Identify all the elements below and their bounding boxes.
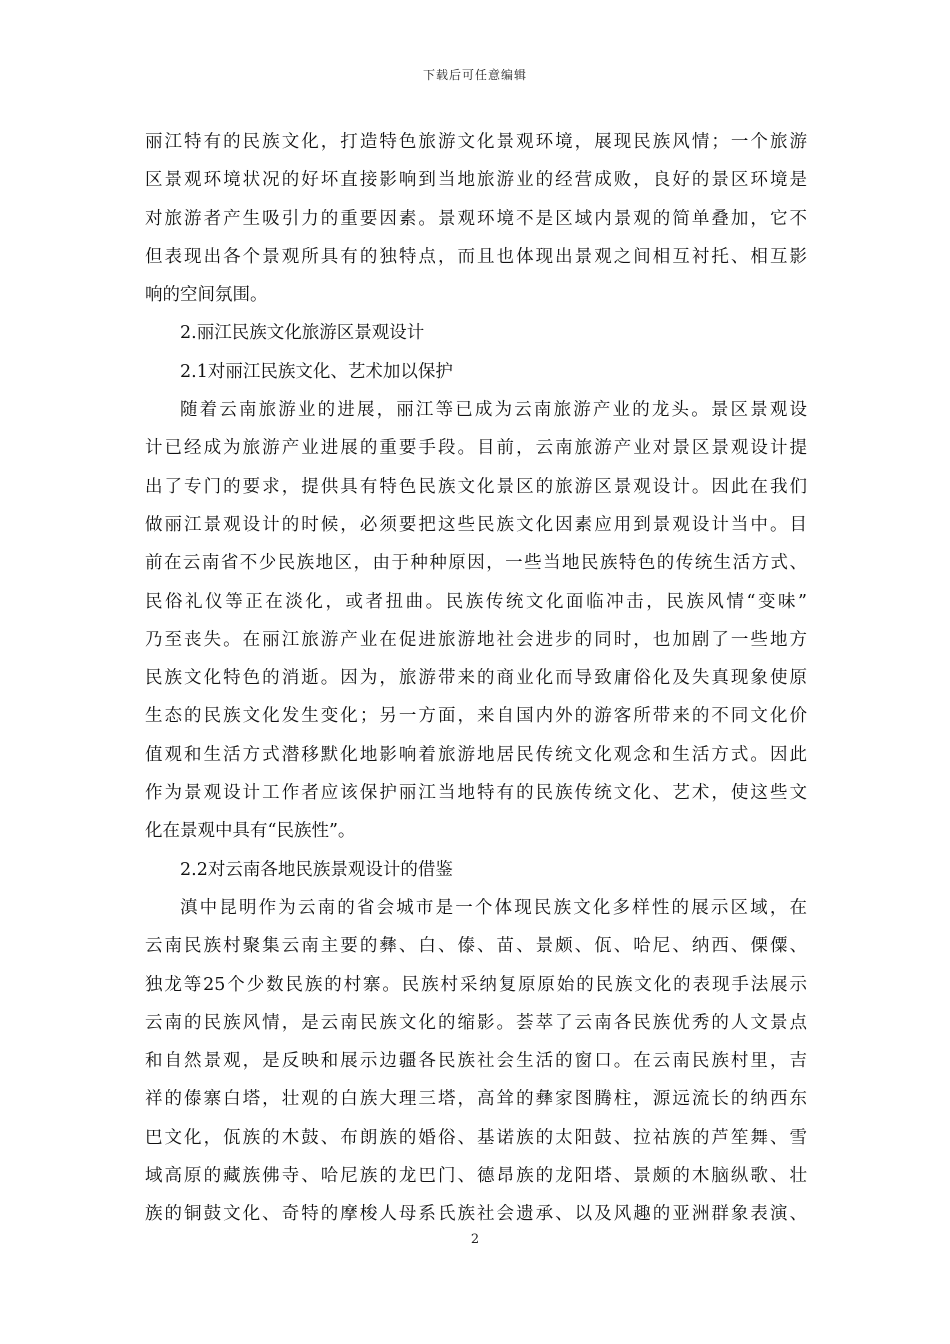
paragraph-line: 对旅游者产生吸引力的重要因素。景观环境不是区域内景观的简单叠加，它不 [145,208,807,229]
paragraph-line: 域高原的藏族佛寺、哈尼族的龙巴门、德昂族的龙阳塔、景颇的木脑纵歌、壮 [145,1166,807,1187]
paragraph-3 [145,889,807,1234]
paragraph-line: 巴文化，佤族的木鼓、布朗族的婚俗、基诺族的太阳鼓、拉祜族的芦笙舞、雪 [145,1127,807,1148]
paragraph-line: 计已经成为旅游产业进展的重要手段。目前，云南旅游产业对景区景观设计提 [145,438,807,459]
paragraph-line: 和自然景观，是反映和展示边疆各民族社会生活的窗口。在云南民族村里，吉 [145,1051,807,1072]
paragraph-1 [145,123,807,314]
paragraph-line: 云南民族村聚集云南主要的彝、白、傣、苗、景颇、佤、哈尼、纳西、傈僳、 [145,936,807,957]
paragraph-line: 祥的傣寨白塔，壮观的白族大理三塔，高耸的彝家图腾柱，源远流长的纳西东 [145,1089,807,1110]
section-heading-2-2: 2.2对云南各地民族景观设计的借鉴 [180,859,453,880]
paragraph-line: 随着云南旅游业的进展，丽江等已成为云南旅游产业的龙头。景区景观设 [180,400,807,421]
paragraph-line: 做丽江景观设计的时候，必须要把这些民族文化因素应用到景观设计当中。目 [145,514,807,535]
paragraph-line: 丽江特有的民族文化，打造特色旅游文化景观环境，展现民族风情；一个旅游 [145,132,807,152]
paragraph-line: 值观和生活方式潜移默化地影响着旅游地居民传统文化观念和生活方式。因此 [145,744,807,765]
paragraph-line: 化在景观中具有“民族性”。 [145,821,356,842]
paragraph-line: 乃至丧失。在丽江旅游产业在促进旅游地社会进步的同时，也加剧了一些地方 [145,629,807,650]
paragraph-line: 族的铜鼓文化、奇特的摩梭人母系氏族社会遗承、以及风趣的亚洲群象表演、 [145,1204,807,1225]
document-body [145,123,807,1234]
page-header-note: 下载后可任意编辑 [422,68,527,82]
paragraph-line: 但表现出各个景观所具有的独特点，而且也体现出景观之间相互衬托、相互影 [145,246,807,267]
paragraph-2 [145,391,807,851]
paragraph-line: 出了专门的要求，提供具有特色民族文化景区的旅游区景观设计。因此在我们 [145,476,807,497]
page-number: 2 [470,1232,480,1247]
paragraph-line: 作为景观设计工作者应该保护丽江当地特有的民族传统文化、艺术，使这些文 [145,783,807,804]
paragraph-line: 生态的民族文化发生变化；另一方面，来自国内外的游客所带来的不同文化价 [145,706,807,727]
paragraph-line: 前在云南省不少民族地区，由于种种原因，一些当地民族特色的传统生活方式、 [145,553,807,574]
paragraph-line: 滇中昆明作为云南的省会城市是一个体现民族文化多样性的展示区域，在 [180,897,807,918]
paragraph-line: 独龙等25个少数民族的村寨。民族村采纳复原原始的民族文化的表现手法展示 [145,974,807,995]
paragraph-line: 民族文化特色的消逝。因为，旅游带来的商业化而导致庸俗化及失真现象使原 [145,668,807,689]
paragraph-line: 民俗礼仪等正在淡化，或者扭曲。民族传统文化面临冲击，民族风情“变味” [145,591,807,612]
section-heading-2-1: 2.1对丽江民族文化、艺术加以保护 [180,361,453,382]
paragraph-line: 响的空间氛围。 [145,285,268,306]
section-heading-2: 2.丽江民族文化旅游区景观设计 [180,323,425,344]
paragraph-line: 区景观环境状况的好坏直接影响到当地旅游业的经营成败，良好的景区环境是 [145,170,807,191]
paragraph-line: 云南的民族风情，是云南民族文化的缩影。荟萃了云南各民族优秀的人文景点 [145,1012,807,1033]
